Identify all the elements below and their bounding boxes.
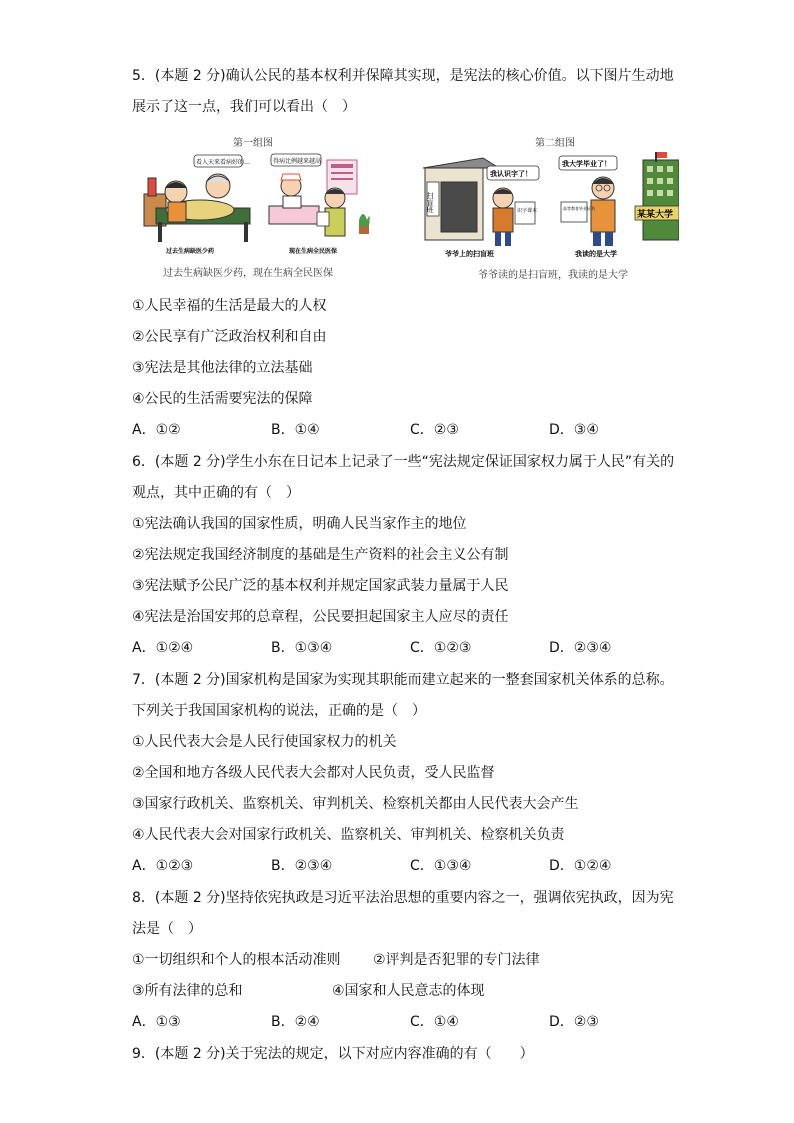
g1b-caption: 现在生病全民医保 bbox=[289, 248, 338, 255]
q5-option-d[interactable]: D．③④ bbox=[549, 422, 599, 438]
caption-right: 爷爷读的是扫盲班，我读的是大学 bbox=[478, 270, 628, 281]
q7-stem-line1: 7．(本题 2 分)国家机构是国家为实现其职能而建立起来的一整套国家机关体系的总称。 bbox=[132, 672, 674, 688]
q5-stem-line1: 5．(本题 2 分)确认公民的基本权利并保障其实现，是宪法的核心价值。以下图片生动地 bbox=[132, 68, 674, 84]
q8-option-c[interactable]: C．①④ bbox=[410, 1014, 459, 1030]
q8-option-d[interactable]: D．②③ bbox=[549, 1014, 599, 1030]
q9-stem-line1: 9．(本题 2 分)关于宪法的规定，以下对应内容准确的有（ ） bbox=[132, 1046, 534, 1062]
q5-option-a[interactable]: A．①② bbox=[132, 422, 181, 438]
g2b-cert-text: 高等教育毕业证书 bbox=[563, 206, 595, 211]
q7-option-c[interactable]: C．①③④ bbox=[410, 858, 472, 874]
q8-item-4: ④国家和人民意志的体现 bbox=[332, 983, 485, 999]
q5-stem-line2: 展示了这一点，我们可以看出（ ） bbox=[132, 99, 356, 115]
q8-item-1: ①一切组织和个人的根本活动准则 bbox=[132, 952, 341, 968]
group1-title: 第一组图 bbox=[233, 138, 273, 149]
q7-option-a[interactable]: A．①②③ bbox=[132, 858, 194, 874]
illustration-now-insurance bbox=[265, 150, 377, 260]
q8-option-a[interactable]: A．①③ bbox=[132, 1014, 181, 1030]
q6-stem-line2: 观点，其中正确的有（ ） bbox=[132, 485, 300, 501]
illustration-past-illness bbox=[138, 150, 256, 260]
q5-item-2: ②公民享有广泛政治权利和自由 bbox=[132, 329, 327, 345]
q7-item-1: ①人民代表大会是人民行使国家权力的机关 bbox=[132, 734, 397, 750]
q7-item-2: ②全国和地方各级人民代表大会都对人民负责，受人民监督 bbox=[132, 765, 495, 781]
q6-item-1: ①宪法确认我国的国家性质，明确人民当家作主的地位 bbox=[132, 516, 467, 532]
q6-option-d[interactable]: D．②③④ bbox=[549, 640, 612, 656]
g1a-bubble-text: 看人天来看病好的… bbox=[196, 159, 251, 166]
q7-option-b[interactable]: B．②③④ bbox=[271, 858, 333, 874]
q8-item-3: ③所有法律的总和 bbox=[132, 983, 243, 999]
q5-option-c[interactable]: C．②③ bbox=[410, 422, 459, 438]
group2-title: 第二组图 bbox=[535, 138, 575, 149]
q5-item-3: ③宪法是其他法律的立法基础 bbox=[132, 360, 313, 376]
g1b-bubble-text: 得病比例越来越高 bbox=[273, 158, 322, 165]
q8-stem-line2: 法是（ ） bbox=[132, 921, 202, 937]
q6-option-c[interactable]: C．①②③ bbox=[410, 640, 472, 656]
g2b-bubble-text: 我大学毕业了！ bbox=[562, 160, 611, 168]
q6-item-2: ②宪法规定我国经济制度的基础是生产资料的社会主义公有制 bbox=[132, 547, 509, 563]
q8-option-b[interactable]: B．②④ bbox=[271, 1014, 320, 1030]
g2b-caption: 我读的是大学 bbox=[575, 250, 617, 258]
q8-item-2: ②评判是否犯罪的专门法律 bbox=[373, 952, 540, 968]
g2a-bubble-text: 我认识字了！ bbox=[490, 170, 532, 178]
caption-left: 过去生病缺医少药，现在生病全民医保 bbox=[163, 268, 333, 279]
q6-stem-line1: 6．(本题 2 分)学生小东在日记本上记录了一些“宪法规定保证国家权力属于人民”有关的 bbox=[132, 454, 675, 470]
g2a-caption: 爷爷上的扫盲班 bbox=[445, 250, 494, 258]
q5-item-1: ①人民幸福的生活是最大的人权 bbox=[132, 298, 327, 314]
q7-item-4: ④人民代表大会对国家行政机关、监察机关、审判机关、检察机关负责 bbox=[132, 827, 565, 843]
q5-item-4: ④公民的生活需要宪法的保障 bbox=[132, 391, 313, 407]
g2b-sign-text: 某某大学 bbox=[637, 210, 674, 220]
q5-option-b[interactable]: B．①④ bbox=[271, 422, 320, 438]
q8-stem-line1: 8．(本题 2 分)坚持依宪执政是习近平法治思想的重要内容之一，强调依宪执政，因为宪 bbox=[132, 890, 674, 906]
illustration-university bbox=[555, 150, 679, 260]
q6-option-b[interactable]: B．①③④ bbox=[271, 640, 333, 656]
illustration-literacy-class bbox=[423, 150, 545, 260]
q7-stem-line2: 下列关于我国国家机构的说法，正确的是（ ） bbox=[132, 703, 426, 719]
q7-option-d[interactable]: D．①②④ bbox=[549, 858, 612, 874]
g2a-sign-text: 扫盲班 bbox=[426, 192, 434, 213]
g1a-caption: 过去生病缺医少药 bbox=[166, 248, 215, 255]
q6-option-a[interactable]: A．①②④ bbox=[132, 640, 194, 656]
g2a-book-text: 识字课本 bbox=[517, 208, 538, 214]
q6-item-3: ③宪法赋予公民广泛的基本权利并规定国家武装力量属于人民 bbox=[132, 578, 509, 594]
q7-item-3: ③国家行政机关、监察机关、审判机关、检察机关都由人民代表大会产生 bbox=[132, 796, 579, 812]
q6-item-4: ④宪法是治国安邦的总章程，公民要担起国家主人应尽的责任 bbox=[132, 609, 509, 625]
